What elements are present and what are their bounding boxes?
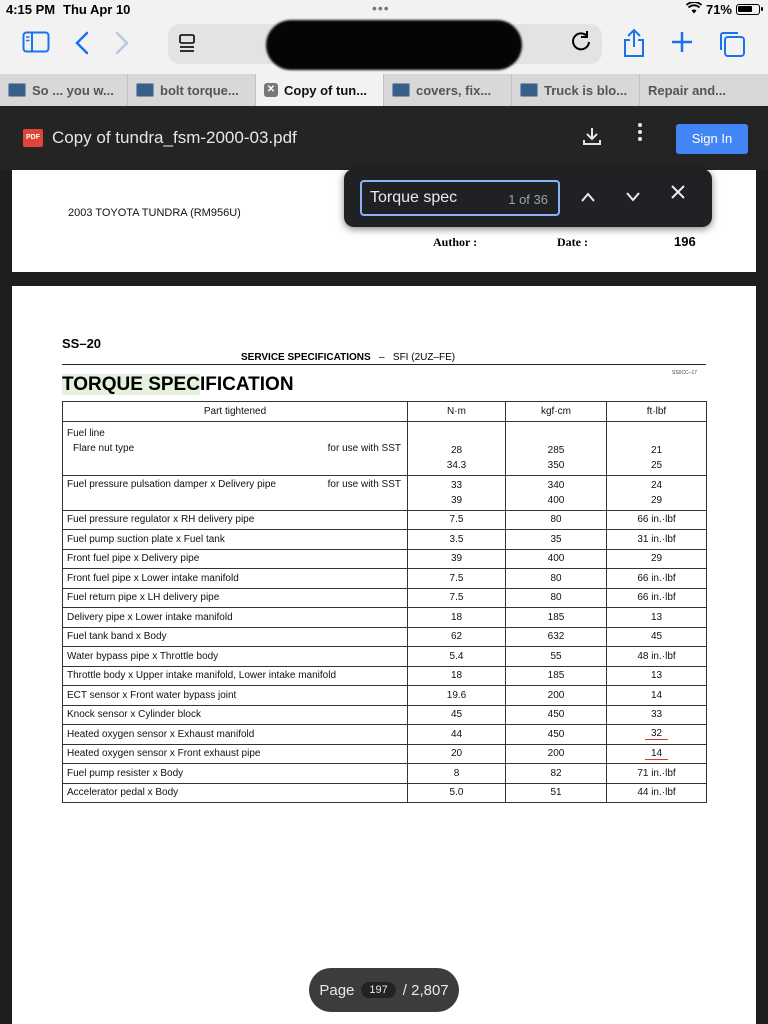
page-number: 196 bbox=[674, 234, 696, 249]
part-name-cell: Delivery pipe x Lower intake manifold bbox=[63, 608, 408, 628]
table-row: Fuel line Flare nut type for use with SST 28 34.3 285 350 21 25 bbox=[63, 421, 707, 475]
multitask-dots-icon[interactable]: ••• bbox=[372, 0, 390, 16]
value-cell: 400 bbox=[506, 549, 607, 569]
site-favicon-icon bbox=[8, 83, 26, 97]
part-name-cell: Front fuel pipe x Lower intake manifold bbox=[63, 569, 408, 589]
value-cell: 51 bbox=[506, 783, 607, 803]
status-time: 4:15 PM bbox=[6, 2, 56, 17]
value-cell: 80 bbox=[506, 569, 607, 589]
table-row bbox=[63, 627, 707, 647]
find-input[interactable] bbox=[360, 180, 560, 216]
new-tab-icon[interactable] bbox=[670, 30, 694, 58]
tab-item-active[interactable] bbox=[256, 74, 384, 106]
value-cell: 82 bbox=[506, 764, 607, 784]
value-cell: 5.0 bbox=[408, 783, 506, 803]
value-cell: 48 in.·lbf bbox=[607, 647, 707, 667]
tab-label: covers, fix... bbox=[416, 82, 492, 98]
value-cell: 5.4 bbox=[408, 647, 506, 667]
value-cell: 66 in.·lbf bbox=[607, 569, 707, 589]
pdf-file-icon: PDF bbox=[23, 129, 43, 147]
value-cell: 185 bbox=[506, 608, 607, 628]
value-cell: 80 bbox=[506, 510, 607, 530]
tab-item[interactable] bbox=[384, 74, 512, 106]
author-label: Author : bbox=[433, 235, 478, 249]
value-cell: 7.5 bbox=[408, 510, 506, 530]
sidebar-icon[interactable] bbox=[22, 31, 50, 57]
column-header: Part tightened bbox=[63, 402, 408, 422]
value-cell: 185 bbox=[506, 666, 607, 686]
pdf-viewer-header bbox=[0, 106, 768, 170]
table-header-row bbox=[63, 402, 707, 422]
table-row bbox=[63, 588, 707, 608]
table-row bbox=[63, 705, 707, 725]
browser-chrome bbox=[0, 0, 768, 74]
value-cell: 20 bbox=[408, 744, 506, 764]
back-arrow-icon[interactable] bbox=[74, 31, 90, 59]
share-icon[interactable] bbox=[622, 28, 646, 62]
part-name-cell: Fuel pressure regulator x RH delivery pipe bbox=[63, 510, 408, 530]
tab-strip bbox=[0, 74, 768, 106]
value-cell: 8 bbox=[408, 764, 506, 784]
torque-spec-table bbox=[62, 401, 707, 803]
value-cell: 45 bbox=[607, 627, 707, 647]
table-row bbox=[63, 666, 707, 686]
value-cell: 7.5 bbox=[408, 588, 506, 608]
value-cell: 450 bbox=[506, 725, 607, 745]
table-row bbox=[63, 608, 707, 628]
value-cell: 14 bbox=[607, 686, 707, 706]
tab-label: Copy of tun... bbox=[284, 82, 368, 98]
value-cell: 18 bbox=[408, 608, 506, 628]
tab-label: Truck is blo... bbox=[544, 82, 628, 98]
part-name-cell: Accelerator pedal x Body bbox=[63, 783, 408, 803]
tab-item[interactable] bbox=[512, 74, 640, 106]
find-next-icon[interactable] bbox=[621, 186, 645, 207]
part-name-cell: ECT sensor x Front water bypass joint bbox=[63, 686, 408, 706]
status-date: Thu Apr 10 bbox=[63, 2, 131, 17]
status-bar bbox=[0, 0, 768, 20]
site-favicon-icon bbox=[136, 83, 154, 97]
close-find-icon[interactable] bbox=[666, 184, 690, 205]
value-cell: 62 bbox=[408, 627, 506, 647]
table-row bbox=[63, 725, 707, 745]
status-right bbox=[686, 2, 760, 17]
value-cell: 7.5 bbox=[408, 569, 506, 589]
column-header: kgf·cm bbox=[506, 402, 607, 422]
value-cell: 39 bbox=[408, 549, 506, 569]
value-cell: 18 bbox=[408, 666, 506, 686]
search-highlight: TORQUE SPEC bbox=[62, 374, 200, 395]
table-row: Fuel pressure pulsation damper x Delivery pipe for use with SST 33 39 340 400 24 29 bbox=[63, 475, 707, 510]
battery-icon bbox=[736, 4, 760, 15]
part-name-cell: Heated oxygen sensor x Front exhaust pipe bbox=[63, 744, 408, 764]
forward-arrow-icon[interactable] bbox=[114, 31, 130, 59]
current-page-number[interactable]: 197 bbox=[361, 982, 395, 998]
section-subtitle: SERVICE SPECIFICATIONS – SFI (2UZ–FE) bbox=[241, 352, 456, 363]
part-name-cell: Heated oxygen sensor x Exhaust manifold bbox=[63, 725, 408, 745]
column-header: ft·lbf bbox=[607, 402, 707, 422]
table-row bbox=[63, 764, 707, 784]
part-name-cell: Fuel pump resister x Body bbox=[63, 764, 408, 784]
value-cell: 66 in.·lbf bbox=[607, 510, 707, 530]
wifi-icon bbox=[686, 2, 702, 17]
value-cell: 3.5 bbox=[408, 530, 506, 550]
sign-in-button[interactable]: Sign In bbox=[676, 124, 748, 154]
value-cell: 200 bbox=[506, 744, 607, 764]
part-name-cell: Water bypass pipe x Throttle body bbox=[63, 647, 408, 667]
table-row bbox=[63, 783, 707, 803]
value-cell: 35 bbox=[506, 530, 607, 550]
date-label: Date : bbox=[557, 235, 588, 249]
value-cell: 200 bbox=[506, 686, 607, 706]
table-row bbox=[63, 510, 707, 530]
value-cell: 19.6 bbox=[408, 686, 506, 706]
table-row bbox=[63, 549, 707, 569]
value-cell: 33 bbox=[607, 705, 707, 725]
download-icon[interactable] bbox=[582, 126, 602, 152]
site-favicon-icon bbox=[520, 83, 538, 97]
table-row bbox=[63, 744, 707, 764]
battery-percent: 71% bbox=[705, 2, 732, 17]
tab-item[interactable] bbox=[640, 74, 768, 106]
value-cell: 44 bbox=[408, 725, 506, 745]
more-options-icon[interactable] bbox=[632, 122, 648, 142]
value-cell: 66 in.·lbf bbox=[607, 588, 707, 608]
value-cell: 71 in.·lbf bbox=[607, 764, 707, 784]
value-cell: 31 in.·lbf bbox=[607, 530, 707, 550]
tab-label: bolt torque... bbox=[160, 82, 239, 98]
value-cell: 13 bbox=[607, 666, 707, 686]
find-match-count: 1 of 36 bbox=[508, 192, 548, 207]
value-cell: 632 bbox=[506, 627, 607, 647]
value-cell: 13 bbox=[607, 608, 707, 628]
part-name-cell: Fuel tank band x Body bbox=[63, 627, 408, 647]
value-cell: 450 bbox=[506, 705, 607, 725]
part-name-cell: Throttle body x Upper intake manifold, Lower intake manifold bbox=[63, 666, 408, 686]
reload-icon[interactable] bbox=[570, 30, 592, 58]
total-pages: / 2,807 bbox=[402, 981, 449, 999]
part-name-cell: Fuel return pipe x LH delivery pipe bbox=[63, 588, 408, 608]
pdf-title: Copy of tundra_fsm-2000-03.pdf bbox=[52, 128, 297, 147]
tab-item[interactable] bbox=[128, 74, 256, 106]
close-tab-icon[interactable]: ✕ bbox=[264, 83, 278, 97]
reader-mode-icon[interactable] bbox=[178, 34, 196, 54]
site-favicon-icon bbox=[392, 83, 410, 97]
part-name-cell: Knock sensor x Cylinder block bbox=[63, 705, 408, 725]
value-cell: 80 bbox=[506, 588, 607, 608]
section-code: SS–20 bbox=[62, 336, 102, 351]
value-cell: 14 bbox=[607, 744, 707, 764]
document-code: SS0CC–17 bbox=[672, 370, 698, 376]
tab-label: So ... you w... bbox=[32, 82, 114, 98]
page-model-header: 2003 TOYOTA TUNDRA (RM956U) bbox=[68, 207, 241, 219]
page-indicator[interactable] bbox=[309, 968, 459, 1012]
table-row bbox=[63, 530, 707, 550]
column-header: N·m bbox=[408, 402, 506, 422]
value-cell: 32 bbox=[607, 725, 707, 745]
page-label: Page bbox=[319, 981, 355, 999]
page-heading: TORQUE SPECIFICATION bbox=[62, 374, 294, 395]
find-query: Torque spec bbox=[370, 189, 458, 206]
value-cell: 29 bbox=[607, 549, 707, 569]
table-row bbox=[63, 569, 707, 589]
header-rule bbox=[62, 364, 706, 365]
tabs-overview-icon[interactable] bbox=[718, 30, 746, 62]
part-name-cell: Front fuel pipe x Delivery pipe bbox=[63, 549, 408, 569]
table-row bbox=[63, 686, 707, 706]
value-cell: 45 bbox=[408, 705, 506, 725]
pdf-page-197 bbox=[12, 286, 756, 1024]
part-name-cell: Fuel pump suction plate x Fuel tank bbox=[63, 530, 408, 550]
find-previous-icon[interactable] bbox=[576, 186, 600, 207]
value-cell: 44 in.·lbf bbox=[607, 783, 707, 803]
table-row bbox=[63, 647, 707, 667]
redacted-url bbox=[266, 20, 522, 70]
value-cell: 55 bbox=[506, 647, 607, 667]
tab-label: Repair and... bbox=[648, 82, 727, 98]
find-bar bbox=[344, 169, 712, 227]
tab-item[interactable] bbox=[0, 74, 128, 106]
